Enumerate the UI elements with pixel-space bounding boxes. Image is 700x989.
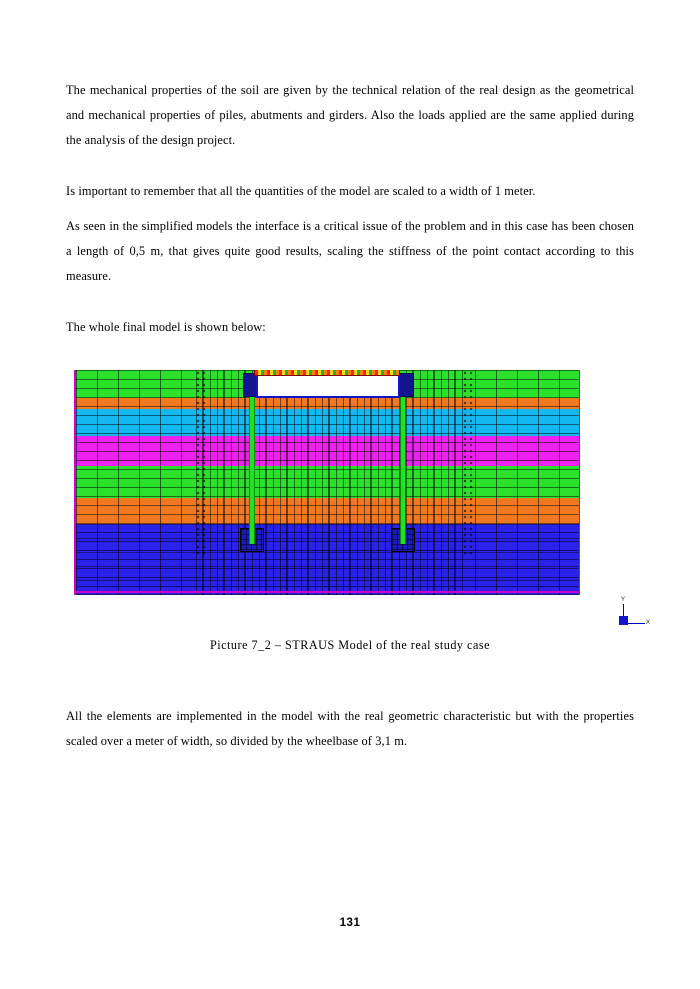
interface-zone-left (195, 370, 208, 555)
paragraph-spacer (66, 289, 634, 315)
mesh-vertical-lines-fine (196, 370, 466, 595)
applied-load-band (254, 370, 400, 376)
paragraph-5: All the elements are implemented in the model with the real geometric characteristic but with the properties scaled over a meter of width, so divided by the wheelbase of 3,1 m. (66, 709, 634, 748)
paragraph-2: Is important to remember that all the quantities of the model are scaled to a width of 1 meter. (66, 184, 536, 198)
axis-triad-icon (614, 597, 654, 640)
document-body-after-figure (66, 704, 634, 754)
girder-deck (256, 374, 400, 398)
paragraph-3: As seen in the simplified models the interface is a critical issue of the problem and in this case has been chosen a length of 0,5 m, that gives quite good results, scaling the stiffness of the point contact according to this measure. (66, 219, 634, 283)
paragraph-spacer (66, 153, 634, 179)
paragraph-spacer (66, 204, 634, 214)
axis-y-label: Y (621, 597, 626, 603)
interface-zone-right (462, 370, 475, 555)
fem-model-image (74, 370, 580, 595)
axis-origin-marker (619, 616, 628, 625)
document-body (66, 78, 651, 660)
figure-caption: Picture 7_2 – STRAUS Model of the real study case (209, 638, 491, 652)
page-number: 131 (339, 917, 361, 929)
axis-x-label: X (646, 620, 651, 626)
paragraph-1: The mechanical properties of the soil are given by the technical relation of the real design as the geometrical and mechanical properties of piles, abutments and girders. Also the loads applied are the same applied during the analysis of the design project. (66, 83, 634, 147)
pile-left (249, 376, 255, 544)
figure-straus-model (66, 370, 651, 660)
pile-right (400, 376, 406, 544)
paragraph-4: The whole final model is shown below: (66, 320, 266, 334)
model-base-boundary (76, 591, 579, 593)
